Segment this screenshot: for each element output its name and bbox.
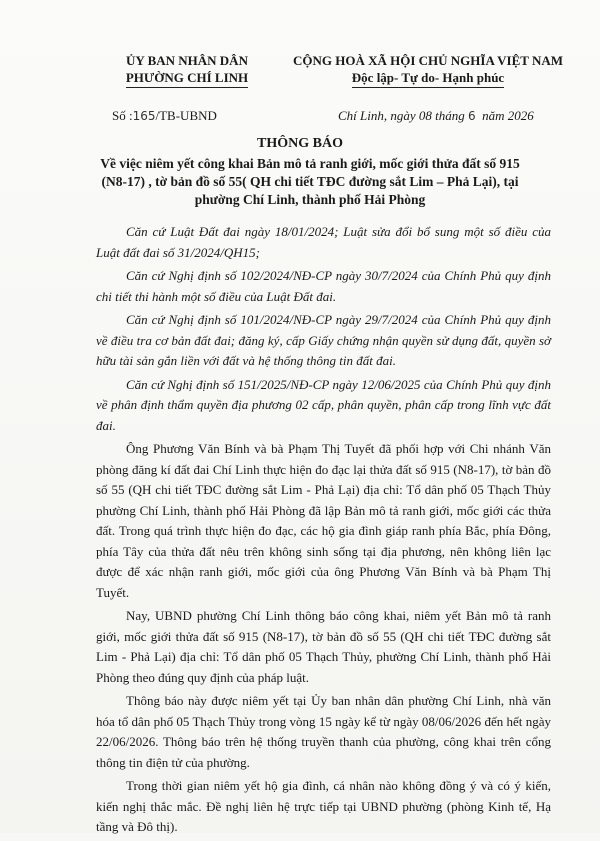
motto-line: Độc lập- Tự do- Hạnh phúc — [352, 69, 504, 88]
document-body — [96, 222, 551, 841]
legal-basis-4: Căn cứ Nghị định số 151/2025/NĐ-CP ngày 12/06/2025 của Chính Phủ quy định về phân định thẩm quyền địa phương 02 cấp, phân quyền, phân cấp trong lĩnh vực đất đai. — [96, 376, 551, 433]
document-title: THÔNG BÁO — [257, 136, 343, 151]
document-number-suffix: /TB-UBND — [155, 108, 217, 123]
document-subject: Về việc niêm yết công khai Bản mô tả ranh giới, mốc giới thửa đất số 915 (N8-17) , tờ bản đồ số 55( QH chi tiết TĐC đường sắt Lim – Phả Lại), tại phường Chí Linh, thành phố Hải Phòng — [100, 156, 520, 207]
authority-line-2: PHƯỜNG CHÍ LINH — [126, 69, 248, 88]
body-paragraph-2: Nay, UBND phường Chí Linh thông báo công khai, niêm yết Bản mô tả ranh giới, mốc giới thửa đất số 915 (N8-17), tờ bản đồ số 55 (QH chi tiết TĐC đường sắt Lim - Phả Lại) địa chỉ: Tổ dân phố 05 Thạch Thủy, phường Chí Linh, thành phố Hải Phòng theo đúng quy định của pháp luật. — [96, 608, 551, 685]
document-number-value: 165 — [132, 109, 156, 123]
legal-basis-3: Căn cứ Nghị định số 101/2024/NĐ-CP ngày 29/7/2024 của Chính Phủ quy định về điều tra cơ bản đất đai; đăng ký, cấp Giấy chứng nhận quyền sử dụng đất, quyền sở hữu tài sản gắn liền với đất và hệ thống thông tin đất đai. — [96, 312, 551, 368]
body-paragraph-4: Trong thời gian niêm yết hộ gia đình, cá nhân nào không đồng ý và có ý kiến, kiến nghị thắc mắc. Đề nghị liên hệ trực tiếp tại UBND phường (phòng Kinh tế, Hạ tầng và Đô thị). — [96, 778, 551, 834]
authority-line-1: ỦY BAN NHÂN DÂN — [126, 53, 248, 68]
legal-basis-2: Căn cứ Nghị định số 102/2024/NĐ-CP ngày 30/7/2024 của Chính Phủ quy định chi tiết thi hành một số điều của Luật Đất đai. — [96, 268, 551, 304]
issue-date-prefix: Chí Linh, ngày 08 tháng — [338, 108, 465, 123]
document-number — [112, 108, 217, 124]
legal-basis-1: Căn cứ Luật Đất đai ngày 18/01/2024; Luật sửa đổi bổ sung một số điều của Luật đất đai số 31/2024/QH15; — [96, 224, 551, 260]
country-name: CỘNG HOÀ XÃ HỘI CHỦ NGHĨA VIỆT NAM — [292, 53, 564, 68]
issue-date — [338, 108, 534, 124]
document-number-prefix: Số : — [112, 108, 133, 123]
body-paragraph-1: Ông Phương Văn Bính và bà Phạm Thị Tuyết đã phối hợp với Chi nhánh Văn phòng đăng kí đất đai Chí Linh thực hiện đo đạc lại thửa đất số 915 (N8-17), tờ bản đồ số 55 (QH chi tiết TĐC đường sắt Lim - Phả Lại) địa chỉ: Tổ dân phố 05 Thạch Thủy phường Chí Linh, thành phố Hải Phòng đã lập Bản mô tả ranh giới, mốc giới các thửa đất. Trong quá trình thực hiện đo đạc, các hộ gia đình giáp ranh phía Bắc, phía Đông, phía Tây của thửa đất nêu trên không sinh sống tại địa phương, nên không liên lạc được để xác nhận ranh giới, mốc giới của ông Phương Văn Bính và bà Phạm Thị Tuyết. — [96, 441, 551, 600]
body-paragraph-3: Thông báo này được niêm yết tại Ủy ban nhân dân phường Chí Linh, nhà văn hóa tổ dân phố 05 Thạch Thủy trong vòng 15 ngày kể từ ngày 08/06/2026 đến hết ngày 22/06/2026. Thông báo trên hệ thống truyền thanh của phường, công khai trên cổng thông tin điện tử của phường. — [96, 693, 551, 770]
national-motto — [278, 52, 578, 88]
issue-date-month: 6 — [468, 109, 476, 123]
issue-date-suffix: năm 2026 — [482, 108, 534, 123]
issuing-authority — [92, 52, 282, 88]
